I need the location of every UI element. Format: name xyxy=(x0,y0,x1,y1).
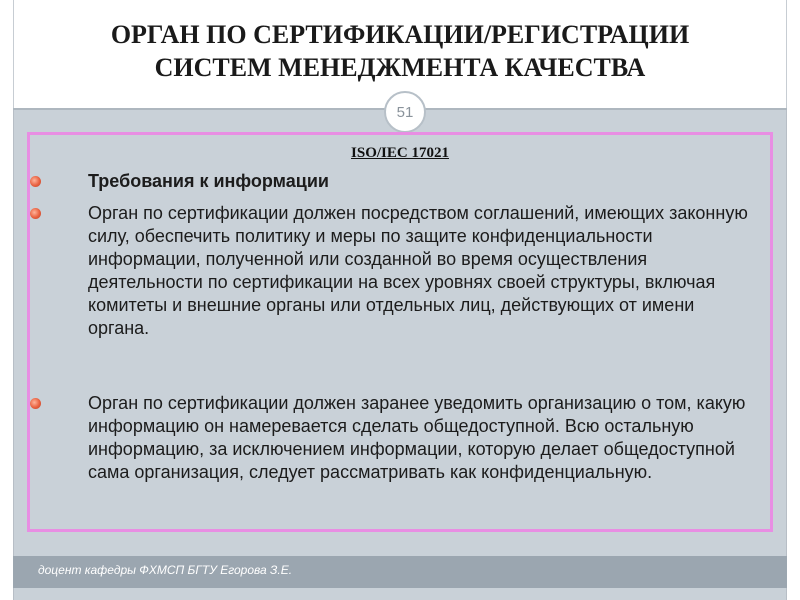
bullet-icon xyxy=(30,398,41,409)
paragraph-confidentiality: Орган по сертификации должен посредством соглашений, имеющих законную силу, обеспечить политику и меры по защите конфиденциальности информации, полученной или созданной во время осуществления деятельности по сертификации на всех уровнях своей структуры, включая комитеты и внешние органы или отдельных лиц, действующих от имени органа. xyxy=(88,203,748,338)
page-number-badge xyxy=(384,91,426,133)
bullet-icon xyxy=(30,176,41,187)
slide-title xyxy=(14,18,786,84)
slide-title-line2: СИСТЕМ МЕНЕДЖМЕНТА КАЧЕСТВА xyxy=(154,53,646,82)
footer-author: доцент кафедры ФХМСП БГТУ Егорова З.Е. xyxy=(38,563,293,577)
bullet-icon xyxy=(30,208,41,219)
paragraph-heading: Требования к информации xyxy=(88,171,329,191)
paragraph-public-info: Орган по сертификации должен заранее уведомить организацию о том, какую информацию он намеревается сделать общедоступной. Всю остальную информацию, за исключением информации, которую делает общедоступной сама организация, следует рассматривать как конфиденциальную. xyxy=(88,393,746,482)
standard-subtitle: ISO/IEC 17021 xyxy=(351,145,449,161)
slide-title-line1: ОРГАН ПО СЕРТИФИКАЦИИ/РЕГИСТРАЦИИ xyxy=(110,20,690,49)
page-number: 51 xyxy=(396,103,414,121)
